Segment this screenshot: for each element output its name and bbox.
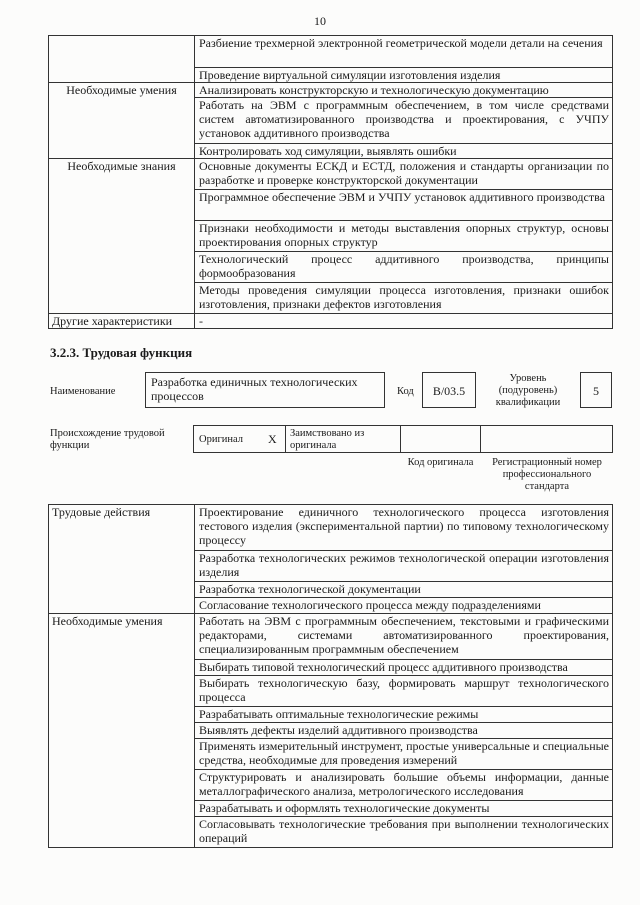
- table-row: [49, 36, 613, 68]
- table-cell: Разрабатывать и оформлять технологические документы: [195, 801, 613, 817]
- level-label: Уровень (подуровень) квалификации: [495, 373, 561, 408]
- table-cell: Согласование технологического процесса между подразделениями: [195, 598, 613, 614]
- table-row: [49, 505, 613, 551]
- table-cell: Проведение виртуальной симуляции изготовления изделия: [195, 68, 613, 83]
- code-value-box: [422, 372, 476, 408]
- origin-box: [193, 425, 613, 453]
- borrowed-label: Заимствовано из оригинала: [290, 428, 365, 451]
- table-cell: Анализировать конструкторскую и технологическую документацию: [195, 83, 613, 98]
- table-row: [49, 159, 613, 190]
- code-label: Код: [397, 386, 414, 397]
- table-skills-knowledge: [48, 35, 613, 329]
- table-cell: Выбирать технологическую базу, формировать маршрут технологического процесса: [195, 676, 613, 707]
- table-cell: Разбиение трехмерной электронной геометрической модели детали на сечения: [195, 36, 613, 68]
- table-cell: Признаки необходимости и методы выставления опорных структур, основы проектирования опорных структур: [195, 221, 613, 252]
- name-value: Разработка единичных технологических процессов: [151, 375, 358, 403]
- table-cell: Выявлять дефекты изделий аддитивного производства: [195, 723, 613, 739]
- page-number: 10: [314, 14, 326, 28]
- row-label-skills: Необходимые умения: [49, 83, 195, 159]
- original-mark: X: [268, 432, 277, 446]
- table-row: [49, 614, 613, 660]
- table-cell: Выбирать типовой технологический процесс аддитивного производства: [195, 660, 613, 676]
- section-title: 3.2.3. Трудовая функция: [50, 345, 193, 360]
- row-label: [49, 36, 195, 83]
- code-value: В/03.5: [432, 384, 466, 398]
- original-label: Оригинал: [199, 434, 243, 445]
- origin-label: Происхождение трудовой функции: [50, 428, 165, 451]
- table-cell: Согласовывать технологические требования при выполнении технологических операций: [195, 817, 613, 848]
- table-cell: Проектирование единичного технологического процесса изготовления тестового изделия (экспериментальной партии) по типовому технологическому процессу: [195, 505, 613, 551]
- table-cell: Структурировать и анализировать большие объемы информации, данные металлографического анализа, метрологического исследования: [195, 770, 613, 801]
- row-label-actions: Трудовые действия: [49, 505, 195, 614]
- table-row: [49, 314, 613, 329]
- code-original-caption: Код оригинала: [407, 457, 474, 468]
- table-cell: Программное обеспечение ЭВМ и УЧПУ установок аддитивного производства: [195, 190, 613, 221]
- table-cell: Разработка технологической документации: [195, 582, 613, 598]
- level-value-box: [580, 372, 612, 408]
- name-value-box: [145, 372, 385, 408]
- table-cell: Основные документы ЕСКД и ЕСТД, положения и стандарты организации по разработке и проверке конструкторской документации: [195, 159, 613, 190]
- table-cell: Контролировать ход симуляции, выявлять ошибки: [195, 144, 613, 159]
- reg-number-caption: Регистрационный номер профессионального стандарта: [492, 457, 602, 492]
- row-label-knowledge: Необходимые знания: [49, 159, 195, 314]
- table-cell: Применять измерительный инструмент, простые универсальные и специальные средства, необходимые для проведения измерений: [195, 739, 613, 770]
- table-cell: Работать на ЭВМ с программным обеспечением, текстовыми и графическими редакторами, системами автоматизированного проектирования, специализированным программным обеспечением: [195, 614, 613, 660]
- table-cell: Технологический процесс аддитивного производства, принципы формообразования: [195, 252, 613, 283]
- row-label-skills-2: Необходимые умения: [49, 614, 195, 848]
- table-cell: -: [195, 314, 613, 329]
- row-label-other: Другие характеристики: [49, 314, 195, 329]
- table-cell: Разрабатывать оптимальные технологические режимы: [195, 707, 613, 723]
- table-cell: Разработка технологических режимов технологической операции изготовления изделия: [195, 551, 613, 582]
- table-actions-skills: [48, 504, 613, 848]
- table-row: [49, 83, 613, 98]
- table-cell: Методы проведения симуляции процесса изготовления, признаки ошибок изготовления, признаки дефектов изготовления: [195, 283, 613, 314]
- name-label: Наименование: [50, 386, 116, 397]
- table-cell: Работать на ЭВМ с программным обеспечением, в том числе средствами систем автоматизированного производства и проектирования, с УЧПУ установок аддитивного производства: [195, 98, 613, 144]
- level-value: 5: [593, 384, 599, 398]
